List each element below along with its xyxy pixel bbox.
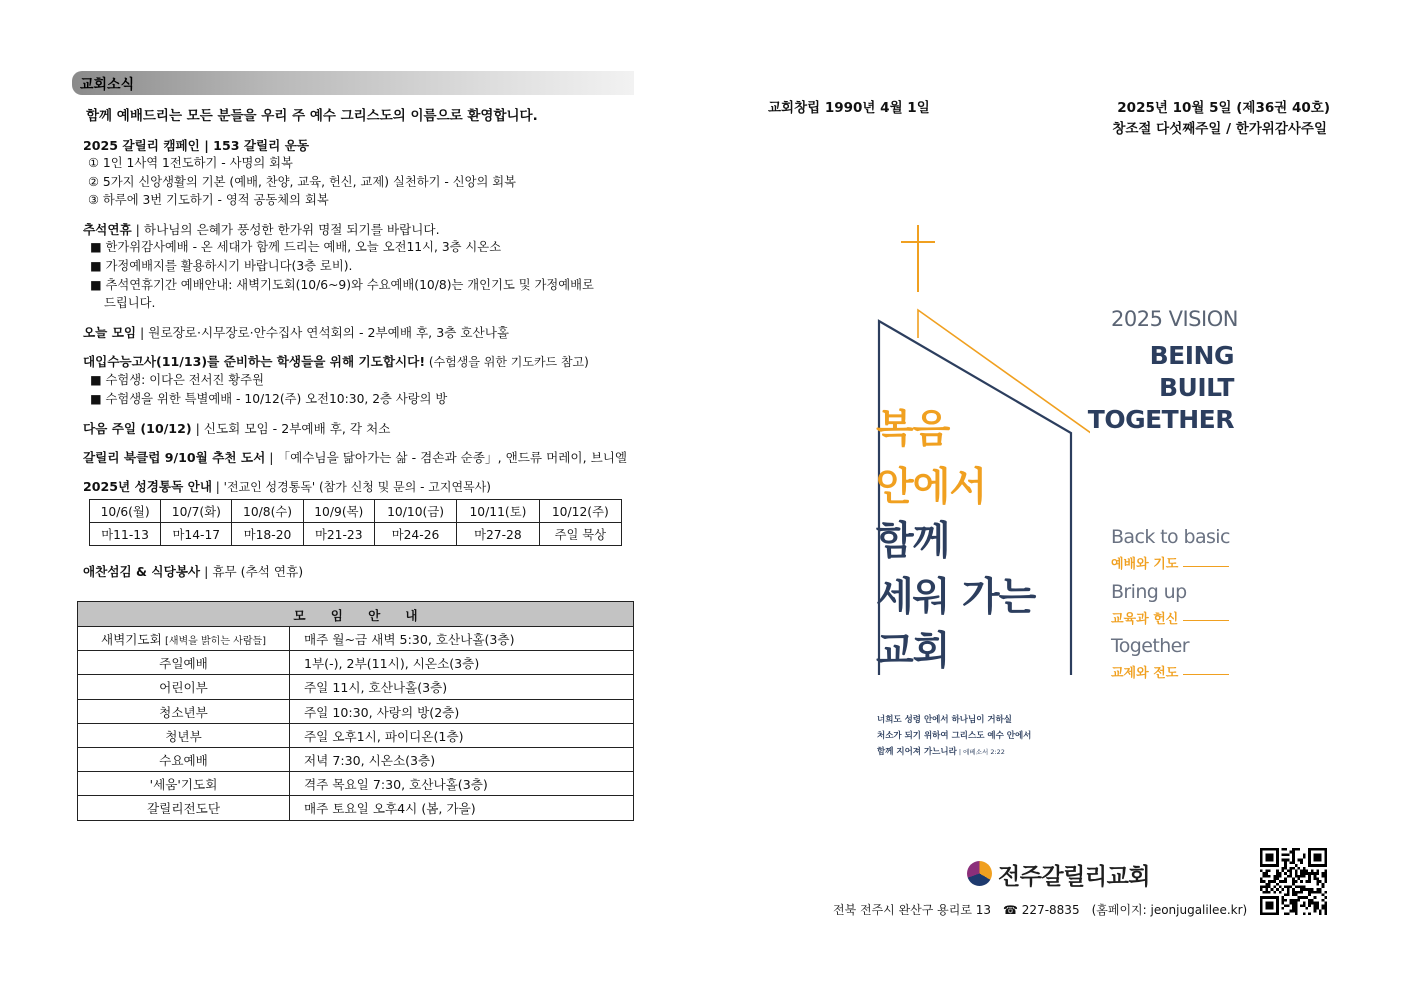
table-row — [90, 523, 622, 546]
table-row — [78, 699, 634, 723]
chuseok-item: 드립니다. — [104, 296, 156, 310]
table-cell: 10/7(화) — [161, 500, 232, 523]
keyword-en: Back to basic — [1111, 526, 1230, 548]
table-row — [78, 772, 634, 796]
bible-reading-table — [89, 499, 622, 546]
table-cell: 마21-23 — [303, 523, 374, 546]
table-cell: 10/8(수) — [232, 500, 303, 523]
table-cell: 마18-20 — [232, 523, 303, 546]
qr-code-icon[interactable] — [1260, 848, 1327, 915]
chuseok-item: ■ 한가위감사예배 - 온 세대가 함께 드리는 예배, 오늘 오전11시, 3층 시온소 — [90, 240, 502, 254]
table-cell: 10/12(주) — [539, 500, 621, 523]
liturgical-sunday: 창조절 다섯째주일 / 한가위감사주일 — [1112, 121, 1327, 137]
table-row — [78, 796, 634, 820]
table-cell: 마11-13 — [90, 523, 161, 546]
keyword-ko: 교육과 헌신 — [1111, 612, 1179, 627]
welcome-text: 함께 예배드리는 모든 분들을 우리 주 예수 그리스도의 이름으로 환영합니다. — [86, 108, 538, 124]
table-cell: 10/6(월) — [90, 500, 161, 523]
table-row — [78, 747, 634, 771]
keyword-underline — [1183, 566, 1229, 567]
vision-title: BEING BUILT TOGETHER — [1087, 341, 1234, 434]
table-cell: 마14-17 — [161, 523, 232, 546]
chuseok-item: ■ 가정예배지를 활용하시기 바랍니다(3층 로비). — [90, 259, 353, 273]
next-sunday: 다음 주일 (10/12) | 신도회 모임 - 2부예배 후, 각 처소 — [83, 421, 391, 436]
keyword-underline — [1183, 674, 1229, 675]
meeting-name: 갈릴리전도단 — [78, 796, 290, 820]
keyword-ko: 교제와 전도 — [1111, 666, 1179, 681]
cross-icon — [901, 225, 935, 292]
meeting-name: 수요예배 — [78, 747, 290, 771]
meeting-time: 매주 토요일 오후4시 (봄, 가을) — [290, 796, 634, 820]
table-row — [78, 627, 634, 651]
campaign-item: ③ 하루에 3번 기도하기 - 영적 공동체의 회복 — [88, 193, 329, 207]
keyword-en: Bring up — [1111, 581, 1187, 603]
church-address: 전북 전주시 완산구 용리로 13 ☎ 227-8835 (홈페이지: jeonjugalilee.kr) — [833, 903, 1248, 917]
table-cell: 주일 묵상 — [539, 523, 621, 546]
meeting-time: 매주 월~금 새벽 5:30, 호산나홀(3층) — [290, 627, 634, 651]
exam-item: ■ 수험생: 이다은 전서진 황주원 — [90, 373, 264, 387]
slogan-line: 안에서 — [876, 465, 987, 510]
meeting-name: 청소년부 — [78, 699, 290, 723]
meeting-name: 청년부 — [78, 723, 290, 747]
meeting-name: 어린이부 — [78, 675, 290, 699]
section-header-bar — [72, 71, 634, 95]
vision-year: 2025 VISION — [1111, 307, 1238, 331]
meeting-name: 새벽기도회 [새벽을 밝히는 사람들] — [78, 627, 290, 651]
meeting-time: 1부(-), 2부(11시), 시온소(3층) — [290, 651, 634, 675]
slogan-line: 함께 — [876, 519, 950, 564]
bookclub: 갈릴리 북클럽 9/10월 추천 도서 | 「예수님을 닮아가는 삶 - 겸손과 순종」, 앤드류 머레이, 브니엘 — [83, 450, 628, 465]
service-notice: 애찬섬김 & 식당봉사 | 휴무 (추석 연휴) — [83, 564, 304, 579]
table-cell: 마27-28 — [457, 523, 539, 546]
meeting-name: '세움'기도회 — [78, 772, 290, 796]
church-name: 전주갈릴리교회 — [998, 864, 1151, 890]
table-header: 모 임 안 내 — [78, 602, 634, 627]
campaign-item: ② 5가지 신앙생활의 기본 (예배, 찬양, 교육, 헌신, 교제) 실천하기 - 신앙의 회복 — [88, 175, 517, 189]
table-header-row — [78, 602, 634, 627]
founding-date: 교회창립 1990년 4월 1일 — [768, 100, 930, 116]
table-cell: 마24-26 — [374, 523, 456, 546]
slogan-line: 교회 — [876, 629, 950, 674]
slogan-line: 세워 가는 — [876, 575, 1036, 620]
meeting-time: 주일 11시, 호산나홀(3층) — [290, 675, 634, 699]
today-meeting: 오늘 모임 | 원로장로·시무장로·안수집사 연석회의 - 2부예배 후, 3층 호산나홀 — [83, 325, 510, 340]
exam-prayer: 대입수능고사(11/13)를 준비하는 학생들을 위해 기도합시다! (수험생을 위한 기도카드 참고) — [83, 354, 589, 369]
table-row — [78, 651, 634, 675]
chuseok-item: ■ 추석연휴기간 예배안내: 새벽기도회(10/6~9)와 수요예배(10/8)는 개인기도 및 가정예배로 — [90, 278, 594, 292]
table-row — [78, 675, 634, 699]
meeting-name: 주일예배 — [78, 651, 290, 675]
table-row — [90, 500, 622, 523]
table-cell: 10/10(금) — [374, 500, 456, 523]
exam-item: ■ 수험생을 위한 특별예배 - 10/12(주) 오전10:30, 2층 사랑의 방 — [90, 392, 448, 406]
meeting-time: 주일 오후1시, 파이디온(1층) — [290, 723, 634, 747]
chuseok-notice: 추석연휴 | 하나님의 은혜가 풍성한 한가위 명절 되기를 바랍니다. — [83, 222, 440, 237]
meeting-time: 격주 목요일 7:30, 호산나홀(3층) — [290, 772, 634, 796]
bible-verse: 너희도 성령 안에서 하나님이 거하실 처소가 되기 위하여 그리스도 예수 안에서 함께 지어져 가느니라 | 에베소서 2:22 — [877, 715, 1032, 757]
keyword-underline — [1183, 620, 1229, 621]
keyword-ko: 예배와 기도 — [1111, 557, 1179, 572]
table-cell: 10/9(목) — [303, 500, 374, 523]
meeting-guide-table — [77, 601, 634, 821]
keyword-en: Together — [1111, 635, 1189, 657]
section-title: 교회소식 — [80, 77, 135, 93]
issue-date: 2025년 10월 5일 (제36권 40호) — [1117, 100, 1330, 116]
bible-reading: 2025년 성경통독 안내 | '전교인 성경통독' (참가 신청 및 문의 - 고지연목사) — [83, 479, 491, 494]
church-logo-icon — [967, 861, 992, 886]
campaign-item: ① 1인 1사역 1전도하기 - 사명의 회복 — [88, 156, 293, 170]
meeting-time: 저녁 7:30, 시온소(3층) — [290, 747, 634, 771]
slogan-line: 복음 — [876, 407, 950, 452]
campaign-title: 2025 갈릴리 캠페인 | 153 갈릴리 운동 — [83, 138, 310, 153]
table-cell: 10/11(토) — [457, 500, 539, 523]
meeting-time: 주일 10:30, 사랑의 방(2층) — [290, 699, 634, 723]
table-row — [78, 723, 634, 747]
